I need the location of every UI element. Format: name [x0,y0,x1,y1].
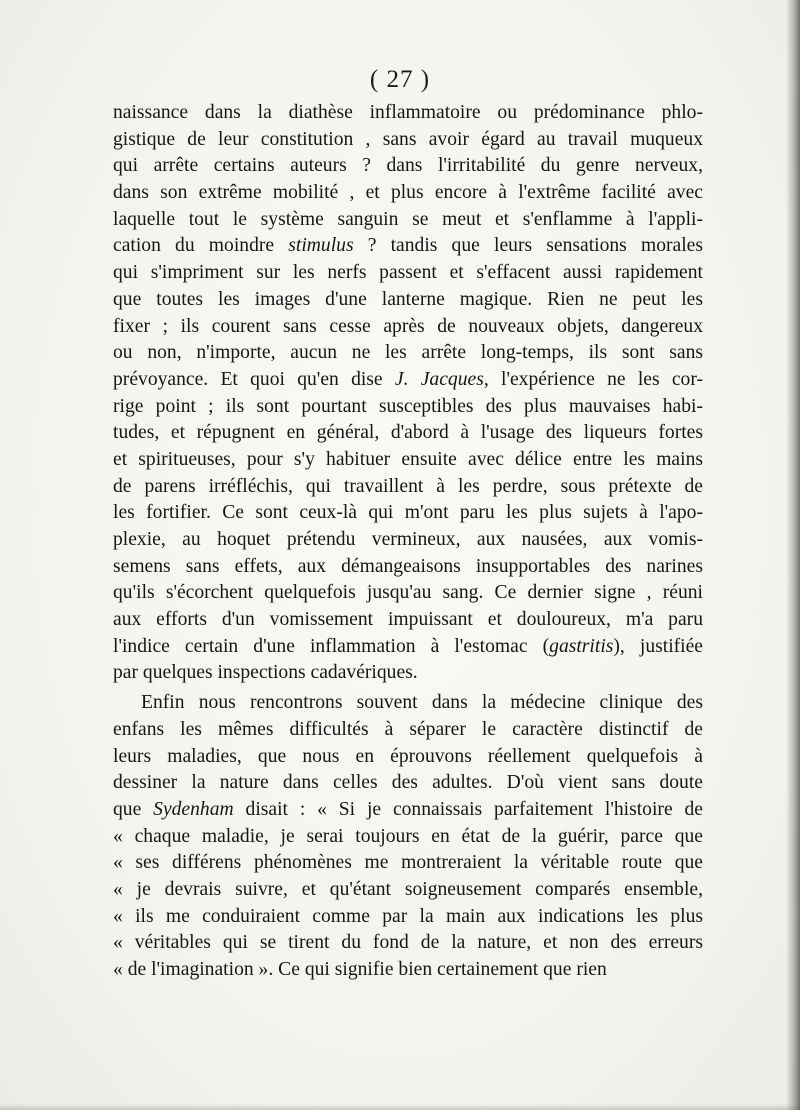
italic-term: Sydenham [153,798,234,820]
text-run: « de l'imagination ». Ce qui signifie bien certainement que rien [113,959,607,980]
text-run: tudes, et répugnent en général, d'abord à l'usage des liqueurs fortes [113,422,703,444]
text-line [113,797,703,824]
text-run: gistique de leur constitution , sans avoir égard au travail muqueux [113,128,703,150]
text-run: , l'expérience ne les cor- [483,368,703,390]
text-run: et spiritueuses, pour s'y habituer ensuite avec délice entre les mains [113,448,703,470]
text-line [113,127,703,154]
text-line [113,207,703,234]
text-run: que toutes les images d'une lanterne magique. Rien ne peut les [113,288,703,310]
text-run: que [113,798,154,820]
page-bottom-shadow [0,1104,800,1110]
text-run: qui arrête certains auteurs ? dans l'irritabilité du genre nerveux, [113,155,703,177]
text-line [113,420,703,447]
text-line [113,500,703,527]
text-run: Enfin nous rencontrons souvent dans la médecine clinique des [141,692,703,714]
text-line [113,554,703,581]
text-run: de parens irréfléchis, qui travaillent à les perdre, sous prétexte de [113,475,703,497]
text-line [113,717,703,744]
paragraph-1 [113,100,703,687]
text-run: l'indice certain d'une inflammation à l'estomac ( [113,635,550,657]
text-run: qu'ils s'écorchent quelquefois jusqu'au sang. Ce dernier signe , réuni [113,582,703,604]
text-line [113,287,703,314]
text-run: dessiner la nature dans celles des adultes. D'où vient sans doute [113,772,703,794]
text-line [113,930,703,957]
text-line [113,180,703,207]
text-run: « ses différens phénomènes me montreraient la véritable route que [113,852,703,874]
paragraph-2 [113,690,703,984]
text-run: semens sans effets, aux démangeaisons insupportables des narines [113,555,703,577]
text-run: dans son extrême mobilité , et plus encore à l'extrême facilité avec [113,182,703,204]
text-run: aux efforts d'un vomissement impuissant et douloureux, m'a paru [113,609,703,631]
page-edge-shadow [786,0,800,1110]
text-line [113,527,703,554]
text-run: « je devrais suivre, et qu'étant soigneusement comparés ensemble, [113,878,703,900]
text-run: prévoyance. Et quoi qu'en dise [113,368,395,390]
text-run: fixer ; ils courent sans cesse après de nouveaux objets, dangereux [113,315,703,337]
text-run: « véritables qui se tirent du fond de la nature, et non des erreurs [113,932,703,954]
text-run: qui s'impriment sur les nerfs passent et s'effacent aussi rapidement [113,262,703,284]
text-line [113,447,703,474]
text-line [113,367,703,394]
text-run: cation du moindre [113,235,289,257]
text-run: naissance dans la diathèse inflammatoire ou prédominance phlo- [113,102,703,123]
text-line [113,824,703,851]
text-run: « chaque maladie, je serai toujours en état de la guérir, parce que [113,825,703,847]
text-run: plexie, au hoquet prétendu vermineux, aux nausées, aux vomis- [113,529,703,550]
text-line [113,260,703,287]
text-line [113,744,703,771]
text-run: enfans les mêmes difficultés à séparer le caractère distinctif de [113,718,703,740]
body-text [113,100,703,984]
text-line [113,850,703,877]
text-line [113,690,703,717]
text-line [113,770,703,797]
text-run: laquelle tout le système sanguin se meut et s'enflamme à l'appli- [113,208,703,230]
text-line [113,634,703,661]
text-run: par quelques inspections cadavériques. [113,662,418,684]
text-run: les fortifier. Ce sont ceux-là qui m'ont paru les plus sujets à l'apo- [113,502,703,524]
text-run: ), justifiée [613,635,703,657]
text-line [113,153,703,180]
text-line [113,314,703,341]
text-line [113,877,703,904]
text-line [113,340,703,367]
text-line [113,100,703,127]
text-line [113,660,703,687]
text-run: « ils me conduiraient comme par la main aux indications les plus [113,905,703,927]
text-line [113,904,703,931]
text-line [113,580,703,607]
text-run: ? tandis que leurs sensations morales [353,235,703,257]
italic-term: stimulus [288,235,354,257]
text-line [113,957,703,984]
text-line [113,233,703,260]
text-run: ou non, n'importe, aucun ne les arrête long-temps, ils sont sans [113,342,703,364]
text-line [113,474,703,501]
text-run: disait : « Si je connaissais parfaitement l'histoire de [233,798,703,820]
italic-term: gastritis [549,635,614,657]
page-number: ( 27 ) [369,66,431,93]
text-line [113,607,703,634]
text-run: rige point ; ils sont pourtant susceptibles des plus mauvaises habi- [113,395,703,417]
text-line [113,394,703,421]
text-run: leurs maladies, que nous en éprouvons réellement quelquefois à [113,745,703,767]
italic-term: J. Jacques [394,368,484,390]
